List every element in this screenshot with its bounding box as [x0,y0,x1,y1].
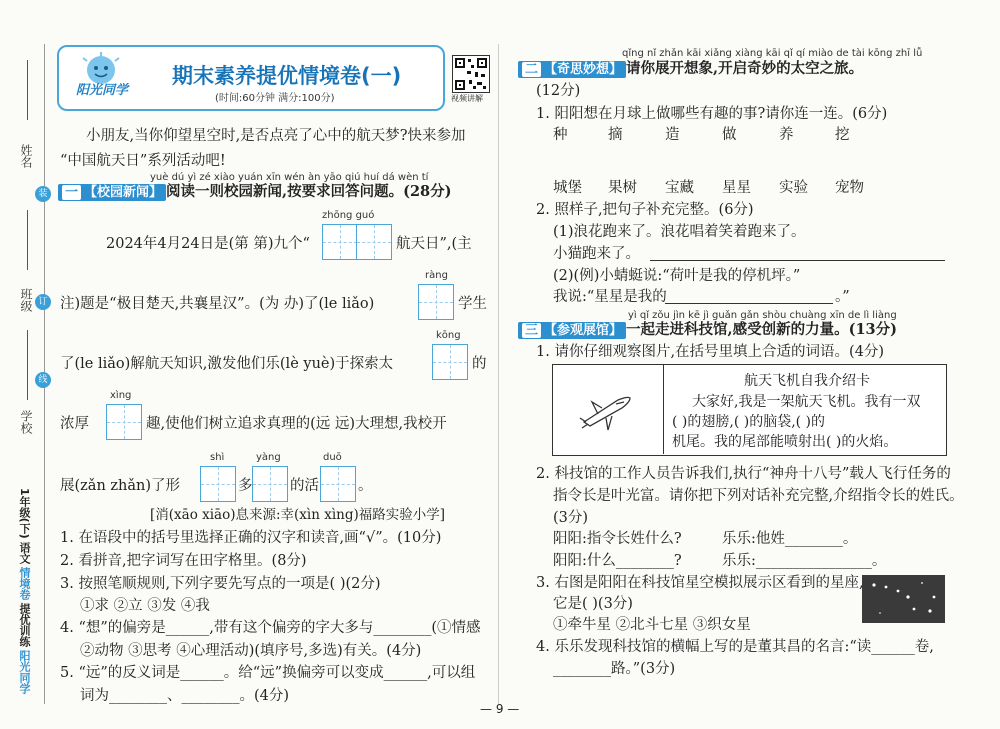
news-line-5a: 展(zǎn zhǎn)了形 [60,478,181,494]
section3-title: 一起走进科技馆,感受创新的力量。(13分) [626,321,897,338]
card-line-3[interactable]: 机尾。我的尾部能喷射出( )的火焰。 [672,434,898,450]
question-1-3: 3. 按照笔顺规则,下列字要先写点的一项是( )(2分) [60,576,381,592]
section3-tag: 三 【参观展馆】 [518,322,626,339]
section2-title: 请你展开想象,开启奇妙的太空之旅。 [626,60,864,77]
section1-pinyin: yuè dú yì zé xiào yuán xīn wén àn yāo qiú huí dá wèn tí [150,172,429,183]
page-title: 期末素养提优情境卷(一) [172,64,402,88]
sun-logo-icon [63,52,141,98]
verb-item[interactable]: 做 [722,127,737,143]
section2-pinyin: qǐng nǐ zhǎn kāi xiǎng xiàng kāi qǐ qí miào de tài kōng zhī lǚ [622,48,923,59]
verb-item[interactable]: 养 [779,127,794,143]
card-divider [663,364,664,454]
news-line-4a: 浓厚 [60,416,89,432]
question-2-2-2c: 。” [835,289,850,305]
dialog-2-yangyang[interactable]: 阳阳:什么________? [553,553,682,569]
school-label: 学校 [19,410,33,434]
class-label: 班级 [19,288,33,312]
page-number: — 9 — [480,702,520,716]
card-line-2[interactable]: ( )的翅膀,( )的脑袋,( )的 [672,414,826,430]
verb-item[interactable]: 造 [665,127,680,143]
dialog-1-yangyang: 阳阳:指令长姓什么? [553,531,682,547]
tianzige-box[interactable] [200,466,236,502]
question-2-2-1: (1)浪花跑来了。浪花唱着笑着跑来了。 [553,224,806,240]
school-underline [27,330,28,400]
news-line-5d: 。 [358,478,373,494]
question-2-2-2: (2)(例)小蜻蜓说:“荷叶是我的停机坪。” [553,268,801,284]
tianzige-box[interactable] [322,224,358,260]
news-line-2a: 注)题是“极目楚天,共襄星汉”。(为 办)了(le liǎo) [60,296,375,312]
binding-badge: 装 [35,186,51,202]
dialog-1-lele[interactable]: 乐乐:他姓________。 [722,531,858,547]
question-3-3-options[interactable]: ①牵牛星 ②北斗七星 ③织女星 [553,617,751,633]
section1-heading [58,183,451,201]
space-shuttle-icon [578,388,634,432]
verb-item[interactable]: 挖 [835,127,850,143]
question-3-3b[interactable]: 它是( )(3分) [553,596,633,612]
question-1-4: 4. “想”的偏旁是______,带有这个偏旁的字大多与________(①情感 [60,620,481,636]
tianzige-box[interactable] [320,466,356,502]
question-3-2b: 指令长是叶光富。请你把下列对话补充完整,介绍指令长的姓氏。 [553,488,964,504]
section2-score: (12分) [536,83,581,99]
series-name: 提优训练 [18,602,31,647]
question-3-3a: 3. 右图是阳阳在科技馆星空模拟展示区看到的星座, [536,575,864,591]
news-line-2b: 学生 [458,296,487,312]
question-1-5: 5. “远”的反义词是______。给“远”换偏旁可以变成______,可以组 [60,665,476,681]
noun-item[interactable]: 果树 [608,180,637,196]
column-divider [498,44,499,704]
noun-item[interactable]: 宠物 [835,180,864,196]
intro-line-1: 小朋友,当你仰望星空时,是否点亮了心中的航天梦?快来参加 [86,128,466,144]
name-label: 姓名 [19,144,33,168]
section3-pinyin: yì qǐ zǒu jìn kē jì guǎn gǎn shòu chuàng xīn de lì liàng [628,310,897,321]
section2-tag: 二 【奇思妙想】 [518,61,626,78]
question-1-5-cont: 词为________、________。(4分) [80,688,290,704]
question-1-4-cont: ②动物 ③思考 ④心理活动)(填序号,多选)有关。(4分) [80,643,422,659]
question-2-2-2b: 我说:“星星是我的 [553,289,667,305]
answer-line[interactable] [665,303,833,304]
noun-item[interactable]: 宝藏 [665,180,694,196]
noun-item[interactable]: 城堡 [553,180,582,196]
news-source: [消(xāo xiāo)息来源:幸(xìn xìng)福路实验小学] [150,507,446,523]
question-1-3-options[interactable]: ①求 ②立 ③发 ④我 [80,598,210,614]
news-line-5b: 多 [238,478,253,494]
tianzige-box[interactable] [106,404,142,440]
news-line-4b: 趣,使他们树立追求真理的(远 远)大理想,我校开 [146,416,447,432]
news-line-3b: 的 [472,356,487,372]
pinyin-shi: shì [210,452,225,463]
question-1-2: 2. 看拼音,把字词写在田字格里。(8分) [60,553,307,569]
verb-item[interactable]: 摘 [608,127,623,143]
news-line-1b: 航天日”,(主 [396,236,472,252]
series-subject: 语文 [18,541,31,564]
section2-heading [518,60,863,78]
news-line-1a: 2024年4月24日是(第 第)九个“ [106,236,310,252]
question-3-4b[interactable]: ________路。”(3分) [553,661,676,677]
news-line-3a: 了(le liǎo)解航天知识,激发他们乐(lè yuè)于探索太 [60,356,394,372]
pinyin-xing: xìng [110,390,132,401]
svg-text:阳光同学: 阳光同学 [75,83,129,98]
series-type: 情境卷 [18,566,31,600]
question-3-2a: 2. 科技馆的工作人员告诉我们,执行“神舟十八号”载人飞行任务的 [536,466,951,482]
series-brand: 阳光同学 [18,649,31,694]
class-underline [27,210,28,270]
pinyin-zhongguo: zhōng guó [322,210,375,221]
answer-line[interactable] [650,260,945,261]
question-3-1: 1. 请你仔细观察图片,在括号里填上合适的词语。(4分) [536,344,885,360]
news-line-5c: 的活 [290,478,319,494]
question-2-2-1b: 小猫跑来了。 [553,246,640,262]
tianzige-box[interactable] [418,284,454,320]
question-2-1: 1. 阳阳想在月球上做哪些有趣的事?请你连一连。(6分) [536,106,888,122]
series-label [16,488,38,694]
section1-tag: 一 【校园新闻】 [58,184,166,201]
question-1-1: 1. 在语段中的括号里选择正确的汉字和读音,画“√”。(10分) [60,530,442,546]
section3-heading [518,321,897,339]
card-title: 航天飞机自我介绍卡 [744,373,870,389]
verb-item[interactable]: 种 [553,127,568,143]
question-3-2c: (3分) [553,510,589,526]
pinyin-duo: duō [323,452,342,463]
pinyin-yang: yàng [256,452,281,463]
binding-badge: 线 [35,372,51,388]
binding-margin [0,0,46,729]
noun-item[interactable]: 实验 [779,180,808,196]
qr-label: 视频讲解 [451,94,483,103]
pinyin-rang: ràng [425,270,448,281]
tianzige-box[interactable] [356,224,392,260]
binding-badge: 订 [35,294,51,310]
section1-title: 阅读一则校园新闻,按要求回答问题。(28分) [166,183,452,200]
tianzige-box[interactable] [252,466,288,502]
name-underline [27,60,28,120]
constellation-image [862,575,945,623]
question-3-4a[interactable]: 4. 乐乐发现科技馆的横幅上写的是董其昌的名言:“读______卷, [536,639,934,655]
qr-code-icon[interactable] [452,55,490,93]
exam-info: (时间:60分钟 满分:100分) [215,93,335,104]
dialog-2-lele[interactable]: 乐乐:________________。 [722,553,887,569]
card-line-1: 大家好,我是一架航天飞机。我有一双 [692,394,921,410]
noun-item[interactable]: 星星 [722,180,751,196]
question-2-2: 2. 照样子,把句子补充完整。(6分) [536,202,754,218]
series-grade: 1年级(下) [18,488,31,539]
tianzige-box[interactable] [432,344,468,380]
intro-line-2: “中国航天日”系列活动吧! [60,153,226,169]
pinyin-kong: kōng [436,330,461,341]
